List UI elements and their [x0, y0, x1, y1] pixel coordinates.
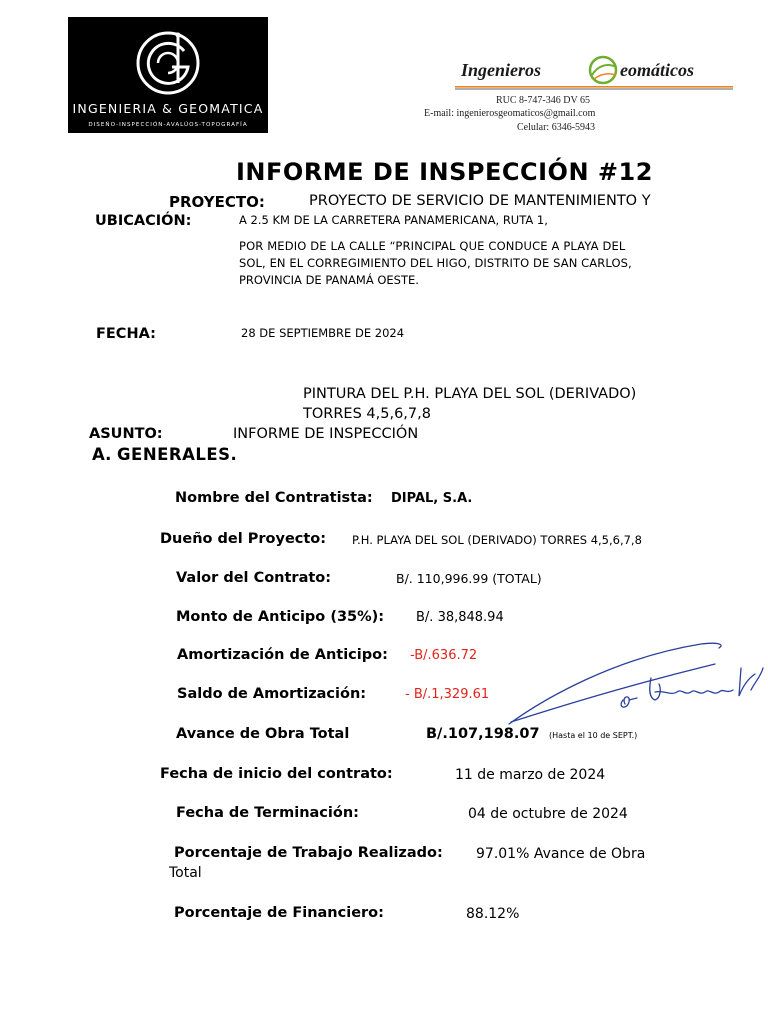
section-a-heading: GENERALES. [117, 445, 238, 464]
porcentaje-trabajo-label: Porcentaje de Trabajo Realizado: [174, 845, 443, 861]
contratista-value: DIPAL, S.A. [391, 491, 473, 506]
pintura-line2: TORRES 4,5,6,7,8 [303, 406, 431, 422]
amortizacion-value: -B/.636.72 [410, 648, 478, 663]
proyecto-value: PROYECTO DE SERVICIO DE MANTENIMIENTO Y [309, 193, 651, 209]
section-a-marker: A. [92, 445, 112, 464]
anticipo-value: B/. 38,848.94 [416, 610, 504, 625]
valor-label: Valor del Contrato: [176, 570, 332, 586]
ubicacion-label: UBICACIÓN: [95, 213, 192, 229]
asunto-value: INFORME DE INSPECCIÓN [233, 426, 419, 442]
brand-name-part2: eomáticos [620, 60, 694, 80]
brand-name-part1: Ingenieros [461, 60, 542, 80]
phone-text: Celular: 6346-5943 [517, 122, 596, 133]
company-logo [68, 17, 268, 133]
ruc-text: RUC 8-747-346 DV 65 [496, 95, 590, 106]
asunto-label: ASUNTO: [89, 426, 163, 442]
avance-label: Avance de Obra Total [176, 726, 350, 742]
porcentaje-trabajo-value: 97.01% Avance de Obra [476, 846, 646, 862]
ubicacion-para-line: PROVINCIA DE PANAMÁ OESTE. [239, 273, 419, 287]
globe-swoosh-icon [586, 53, 620, 87]
pintura-line1: PINTURA DEL P.H. PLAYA DEL SOL (DERIVADO) [303, 386, 637, 402]
fecha-value: 28 DE SEPTIEMBRE DE 2024 [241, 326, 405, 340]
terminacion-label: Fecha de Terminación: [176, 805, 359, 821]
proyecto-label: PROYECTO: [169, 193, 265, 211]
email-text: E-mail: ingenierosgeomaticos@gmail.com [424, 108, 596, 119]
ubicacion-line1: A 2.5 KM DE LA CARRETERA PANAMERICANA, RUTA 1, [239, 213, 548, 227]
contratista-label: Nombre del Contratista: [175, 490, 373, 506]
porcentaje-financiero-label: Porcentaje de Financiero: [174, 905, 384, 921]
logo-tagline: DISEÑO-INSPECCIÓN-AVALÚOS-TOPOGRAFÍA [88, 122, 248, 128]
porcentaje-financiero-value: 88.12% [466, 906, 520, 922]
saldo-label: Saldo de Amortización: [177, 686, 367, 702]
ubicacion-para-line: POR MEDIO DE LA CALLE “PRINCIPAL QUE CONDUCE A PLAYA DEL [239, 239, 626, 253]
saldo-value: - B/.1,329.61 [405, 687, 490, 702]
inicio-value: 11 de marzo de 2024 [455, 767, 606, 783]
ubicacion-para-line: SOL, EN EL CORREGIMIENTO DEL HIGO, DISTRITO DE SAN CARLOS, [239, 256, 632, 270]
fecha-label: FECHA: [96, 326, 156, 342]
inicio-label: Fecha de inicio del contrato: [160, 766, 393, 782]
handwritten-signature [505, 638, 767, 730]
valor-value: B/. 110,996.99 (TOTAL) [396, 571, 542, 586]
avance-value: B/.107,198.07 [426, 726, 540, 742]
ig-monogram-icon [132, 27, 204, 99]
terminacion-value: 04 de octubre de 2024 [468, 806, 628, 822]
porcentaje-trabajo-value-cont: Total [169, 865, 202, 881]
report-title: INFORME DE INSPECCIÓN #12 [236, 158, 653, 186]
brand-underline [455, 86, 733, 90]
logo-company-name: INGENIERIA & GEOMATICA [72, 101, 264, 116]
dueno-label: Dueño del Proyecto: [160, 531, 327, 547]
anticipo-label: Monto de Anticipo (35%): [176, 609, 385, 625]
avance-note: (Hasta el 10 de SEPT.) [549, 731, 638, 740]
amortizacion-label: Amortización de Anticipo: [177, 647, 388, 663]
dueno-value: P.H. PLAYA DEL SOL (DERIVADO) TORRES 4,5,6,7,8 [352, 533, 642, 547]
